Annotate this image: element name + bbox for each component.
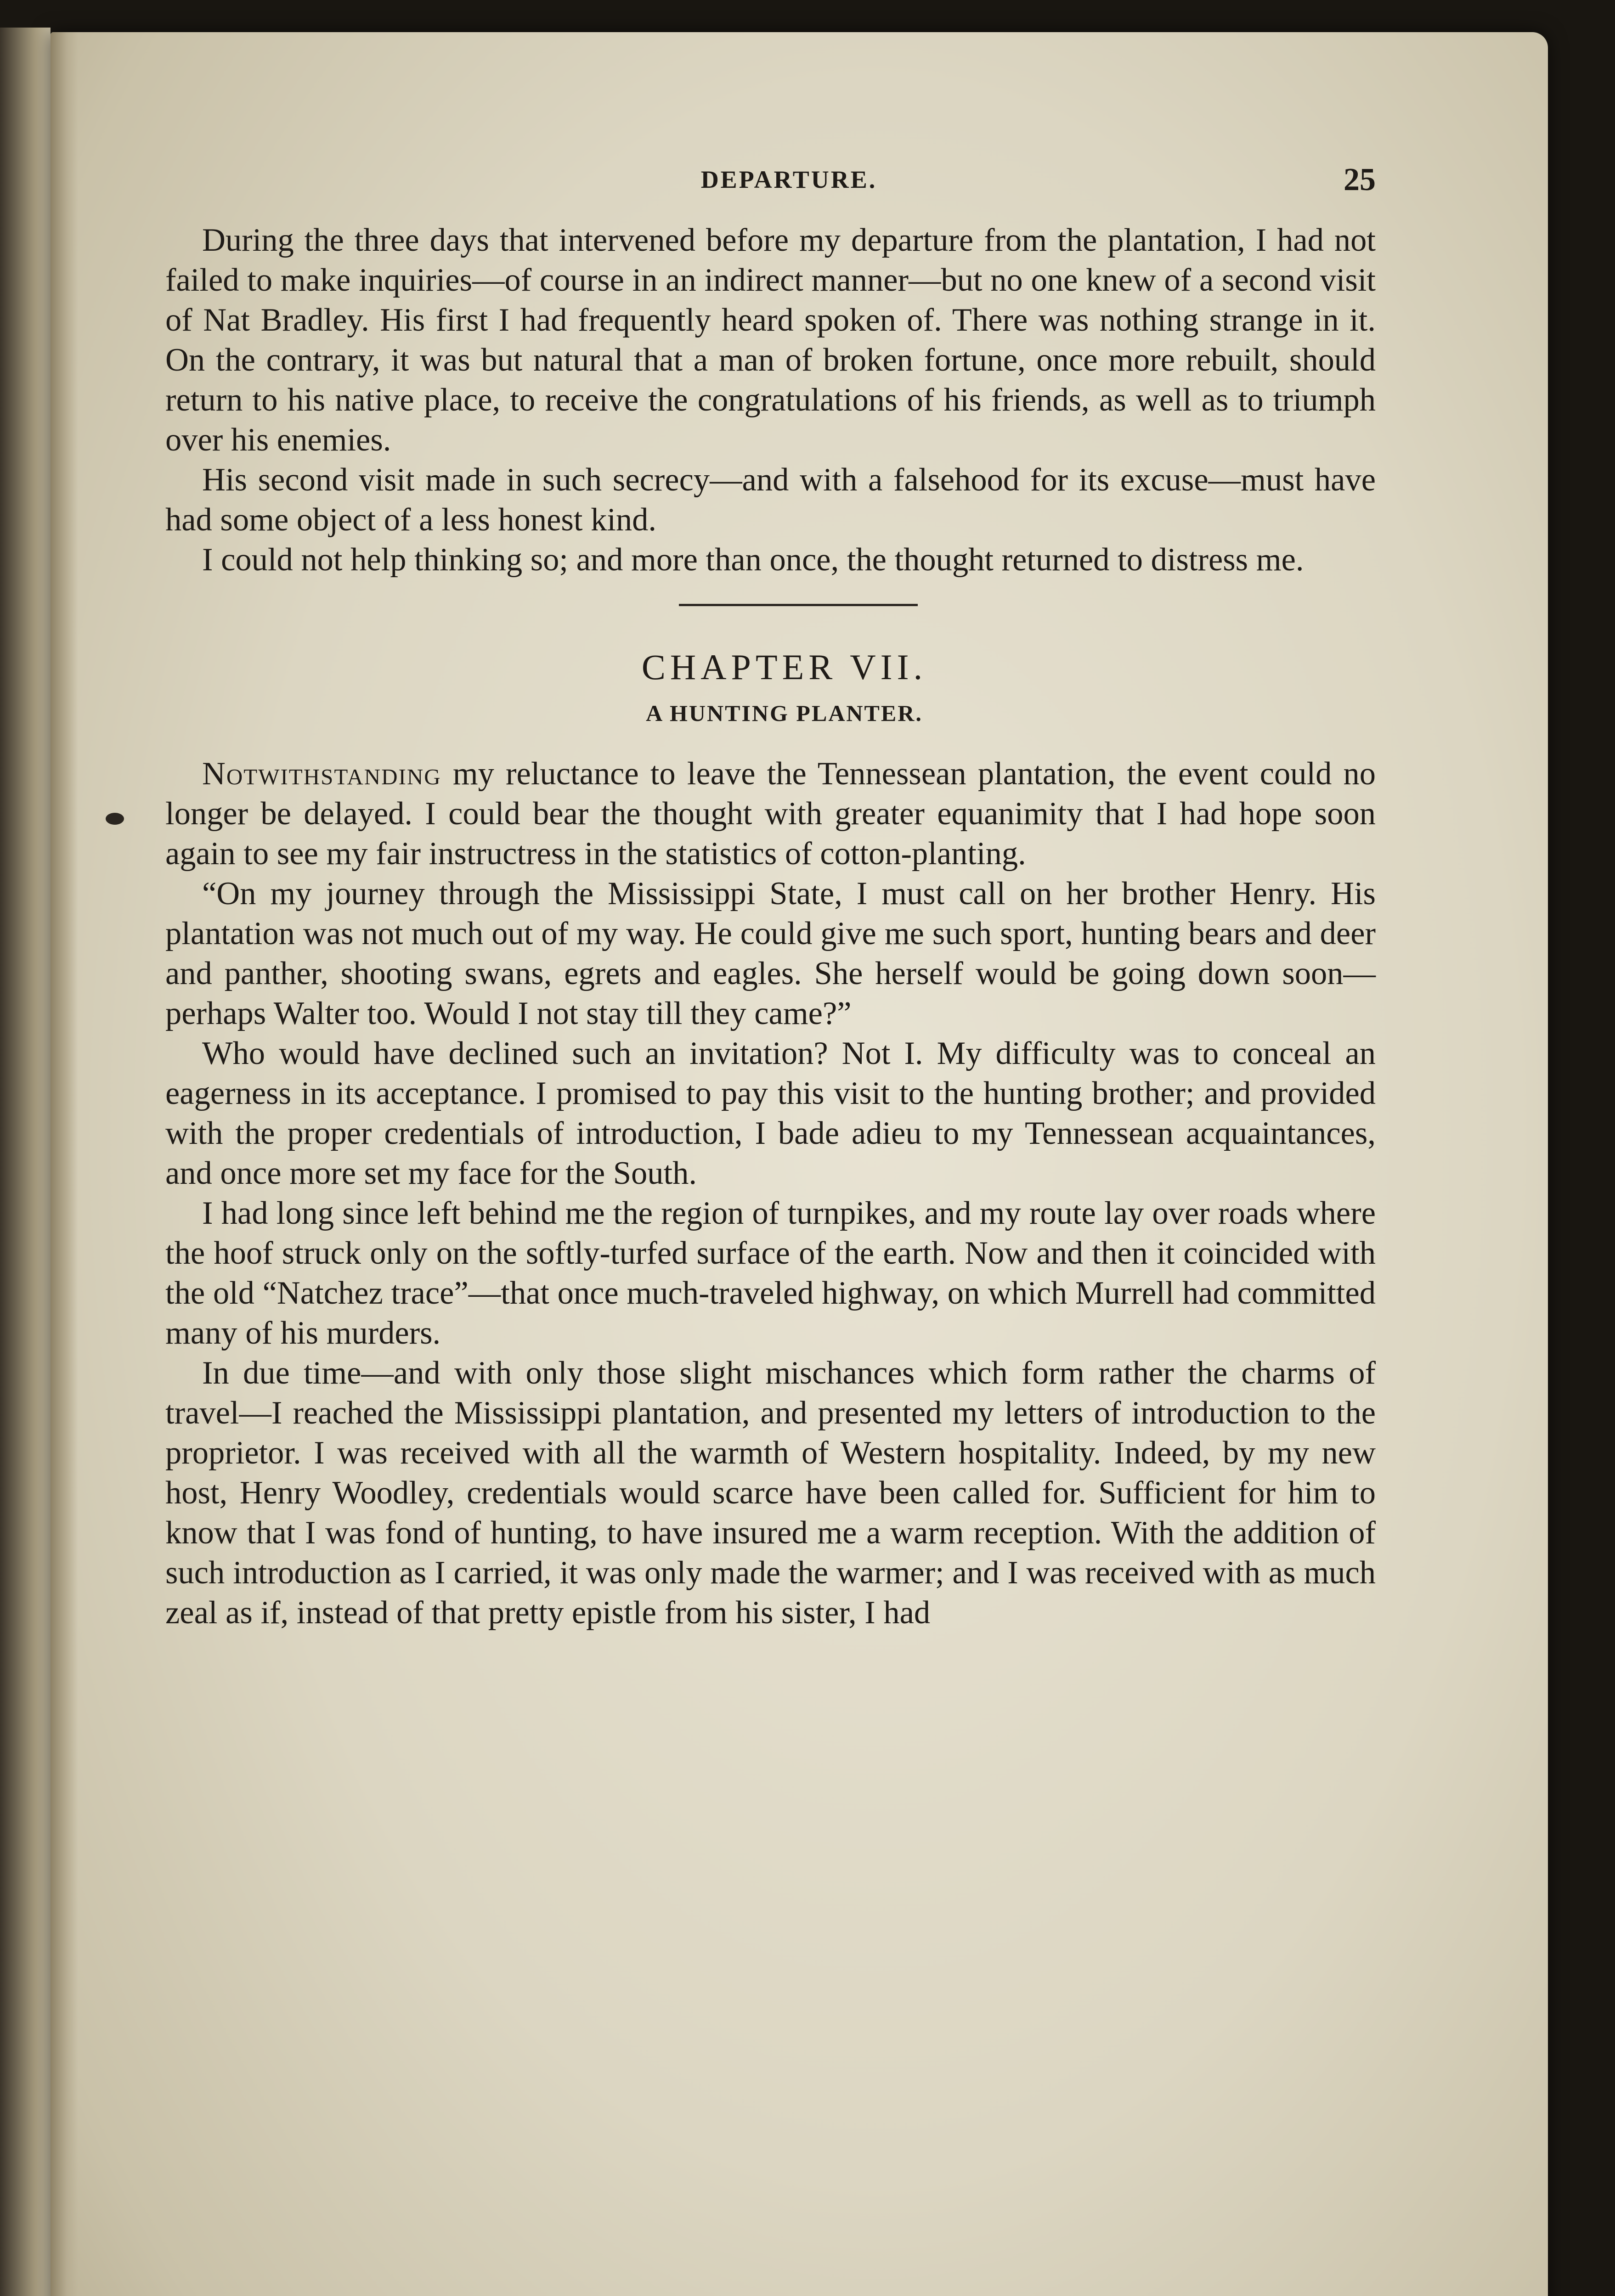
text-block [165,162,1376,1633]
paragraph: I could not help thinking so; and more than once, the thought returned to distress me. [202,542,1304,578]
running-title: DEPARTURE. [700,166,877,193]
paragraph: His second visit made in such secrecy—and with a falsehood for its excuse—must have had some object of a less honest kind. [165,462,1376,538]
chapter-opening-paragraph [165,754,1376,874]
opening-text: my reluctance to leave the Tennessean plantation, the event could no longer be delayed. I could bear the thought with greater equanimity that I had hope soon again to see my fair instructress in the statistics of cotton-planting. [165,756,1376,872]
paragraph: Who would have declined such an invitation? Not I. My difficulty was to conceal an eagerness in its acceptance. I promised to pay this visit to the hunting brother; and provided with the proper credentials of introduction, I bade adieu to my Tennessean acquaintances, and once more set my face for the South. [165,1035,1376,1191]
chapter-title: CHAPTER VII. [641,647,927,687]
section-rule [679,604,918,606]
paragraph: “On my journey through the Mississippi State, I must call on her brother Henry. His plantation was not much out of my way. He could give me such sport, hunting bears and deer and panther, shooting swans, egrets and eagles. She herself would be going down soon—perhaps Walter too. Would I not stay till they came?” [165,876,1376,1031]
opening-small-caps: Notwithstanding [202,756,441,792]
page-number: 25 [1344,162,1376,197]
paragraph: In due time—and with only those slight mischances which form rather the charms of travel—I reached the Mississippi plantation, and presented my letters of introduction to the proprietor. I was received with all the warmth of Western hospitality. Indeed, by my new host, Henry Woodley, credentials would scarce have been called for. Sufficient for him to know that I was fond of hunting, to have insured me a warm reception. With the addition of such introduction as I carried, it was only made the warmer; and I was received with as much zeal as if, instead of that pretty epistle from his sister, I had [165,1355,1376,1631]
paragraph: I had long since left behind me the region of turnpikes, and my route lay over roads where the hoof struck only on the softly-turfed surface of the earth. Now and then it coincided with the old “Natchez trace”—that once much-traveled highway, on which Murrell had committed many of his murders. [165,1195,1376,1351]
book-page [51,32,1548,2296]
book-binding-edge [0,28,51,2296]
running-head [165,162,1376,220]
ink-blot [106,813,124,825]
page-gutter [51,32,78,2296]
paragraph: During the three days that intervened before my departure from the plantation, I had not failed to make inquiries—of course in an indirect manner—but no one knew of a second visit of Nat Bradley. His first I had frequently heard spoken of. There was nothing strange in it. On the contrary, it was but natural that a man of broken fortune, once more rebuilt, should return to his native place, to receive the congratulations of his friends, as well as to triumph over his enemies. [165,222,1376,458]
chapter-subtitle: A HUNTING PLANTER. [646,700,923,726]
